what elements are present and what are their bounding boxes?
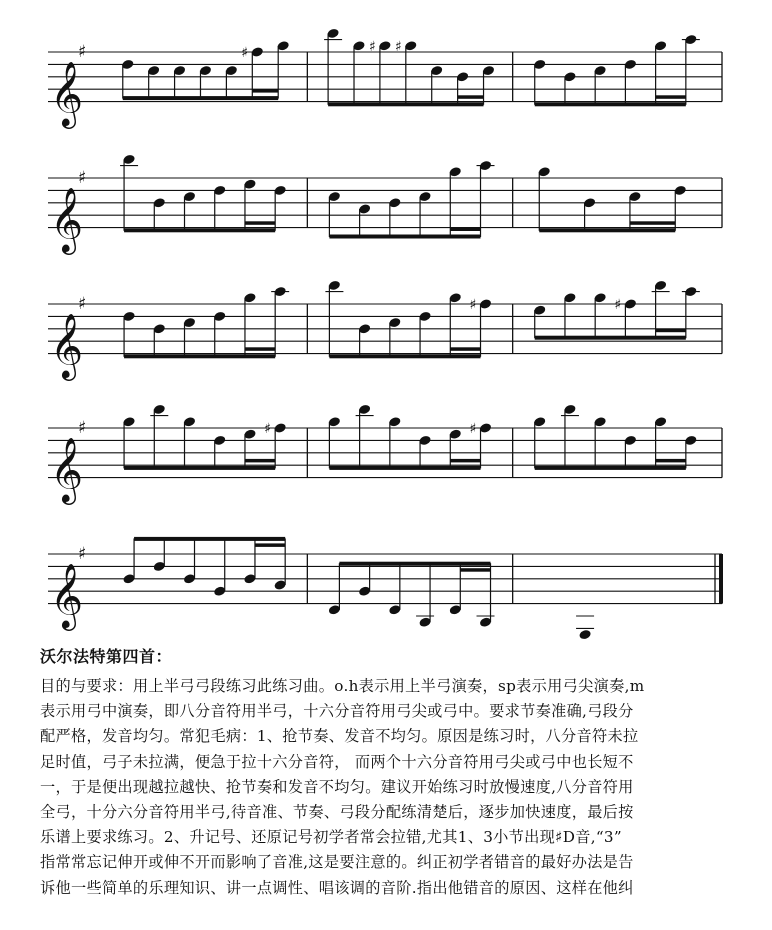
treble-clef-icon: 𝄞 [50, 563, 84, 629]
paragraph-line-7: 乐谱上要求练习。2、升记号、还原记号初学者常会拉错,尤其1、3小节出现♯D音,“3” [40, 828, 622, 847]
paragraph-line-8: 指常常忘记伸开或伸不开而影响了音准,这是要注意的。纠正初学者错音的最好办法是告 [40, 853, 634, 872]
beam [458, 95, 484, 99]
beam [329, 466, 480, 470]
paragraph [40, 674, 740, 901]
beam [123, 96, 278, 100]
beam [124, 354, 275, 358]
sharp-icon: ♯ [394, 38, 402, 55]
beam [460, 568, 490, 572]
treble-clef-icon: 𝄞 [50, 437, 84, 503]
paragraph-line-4: 足时值，弓子未拉满，便急于拉十六分音符， 而两个十六分音符用弓尖或弓中也长短不 [40, 752, 634, 771]
treble-clef-icon: 𝄞 [50, 313, 84, 379]
paragraph-line-3: 配严格，发音均匀。常犯毛病：1、抢节奏、发音不均匀。原因是练习时，八分音符未拉 [40, 727, 639, 746]
beam [339, 562, 490, 566]
paragraph-line-5: 一，于是便出现越拉越快、抢节奏和发音不均匀。建议开始练习时放慢速度,八分音符用 [40, 777, 634, 796]
beam [245, 221, 275, 225]
beam [245, 459, 275, 463]
beam [450, 459, 480, 463]
sharp-icon: ♯ [469, 421, 477, 437]
beam [535, 102, 686, 106]
beam [255, 543, 285, 547]
beam [329, 354, 480, 358]
beam [245, 347, 275, 351]
beam [535, 336, 686, 340]
beam [329, 235, 480, 239]
beam [656, 95, 686, 99]
text-block [40, 642, 740, 901]
beam [535, 466, 686, 470]
sharp-icon: ♯ [368, 38, 376, 55]
beam [656, 459, 686, 463]
beam [450, 228, 480, 232]
beam [328, 102, 483, 106]
beam [124, 228, 275, 232]
beam [539, 228, 675, 232]
sharp-icon: ♯ [78, 544, 87, 564]
sharp-icon: ♯ [241, 45, 249, 61]
paragraph-line-6: 全弓，十分六分音符用半弓,待音准、节奏、弓段分配练清楚后，逐步加快速度，最后按 [40, 803, 634, 822]
paragraph-line-9: 诉他一些简单的乐理知识、讲一点调性、唱该调的音阶.指出他错音的原因、这样在他纠 [40, 878, 634, 897]
section-heading: 沃尔法特第四首： [40, 647, 173, 666]
paragraph-line-1: 目的与要求：用上半弓弓段练习此练习曲。o.h表示用上半弓演奏，sp表示用弓尖演奏,m [40, 677, 645, 695]
sharp-icon: ♯ [78, 168, 87, 188]
treble-clef-icon: 𝄞 [50, 187, 84, 253]
sharp-icon: ♯ [264, 421, 271, 437]
beam [450, 347, 480, 351]
sharp-icon: ♯ [78, 418, 87, 438]
final-bar-line [719, 554, 723, 604]
treble-clef-icon: 𝄞 [50, 61, 84, 127]
sharp-icon: ♯ [78, 294, 87, 314]
sharp-icon: ♯ [614, 297, 622, 313]
beam [656, 329, 686, 333]
beam [252, 89, 278, 93]
paragraph-line-2: 表示用弓中演奏，即八分音符用半弓，十六分音符用弓尖或弓中。要求节奏准确,弓段分 [40, 702, 634, 721]
sharp-icon: ♯ [78, 42, 87, 62]
beam [630, 221, 675, 225]
note-head [578, 629, 591, 640]
sharp-icon: ♯ [469, 297, 477, 313]
beam [134, 537, 285, 541]
beam [124, 466, 275, 470]
